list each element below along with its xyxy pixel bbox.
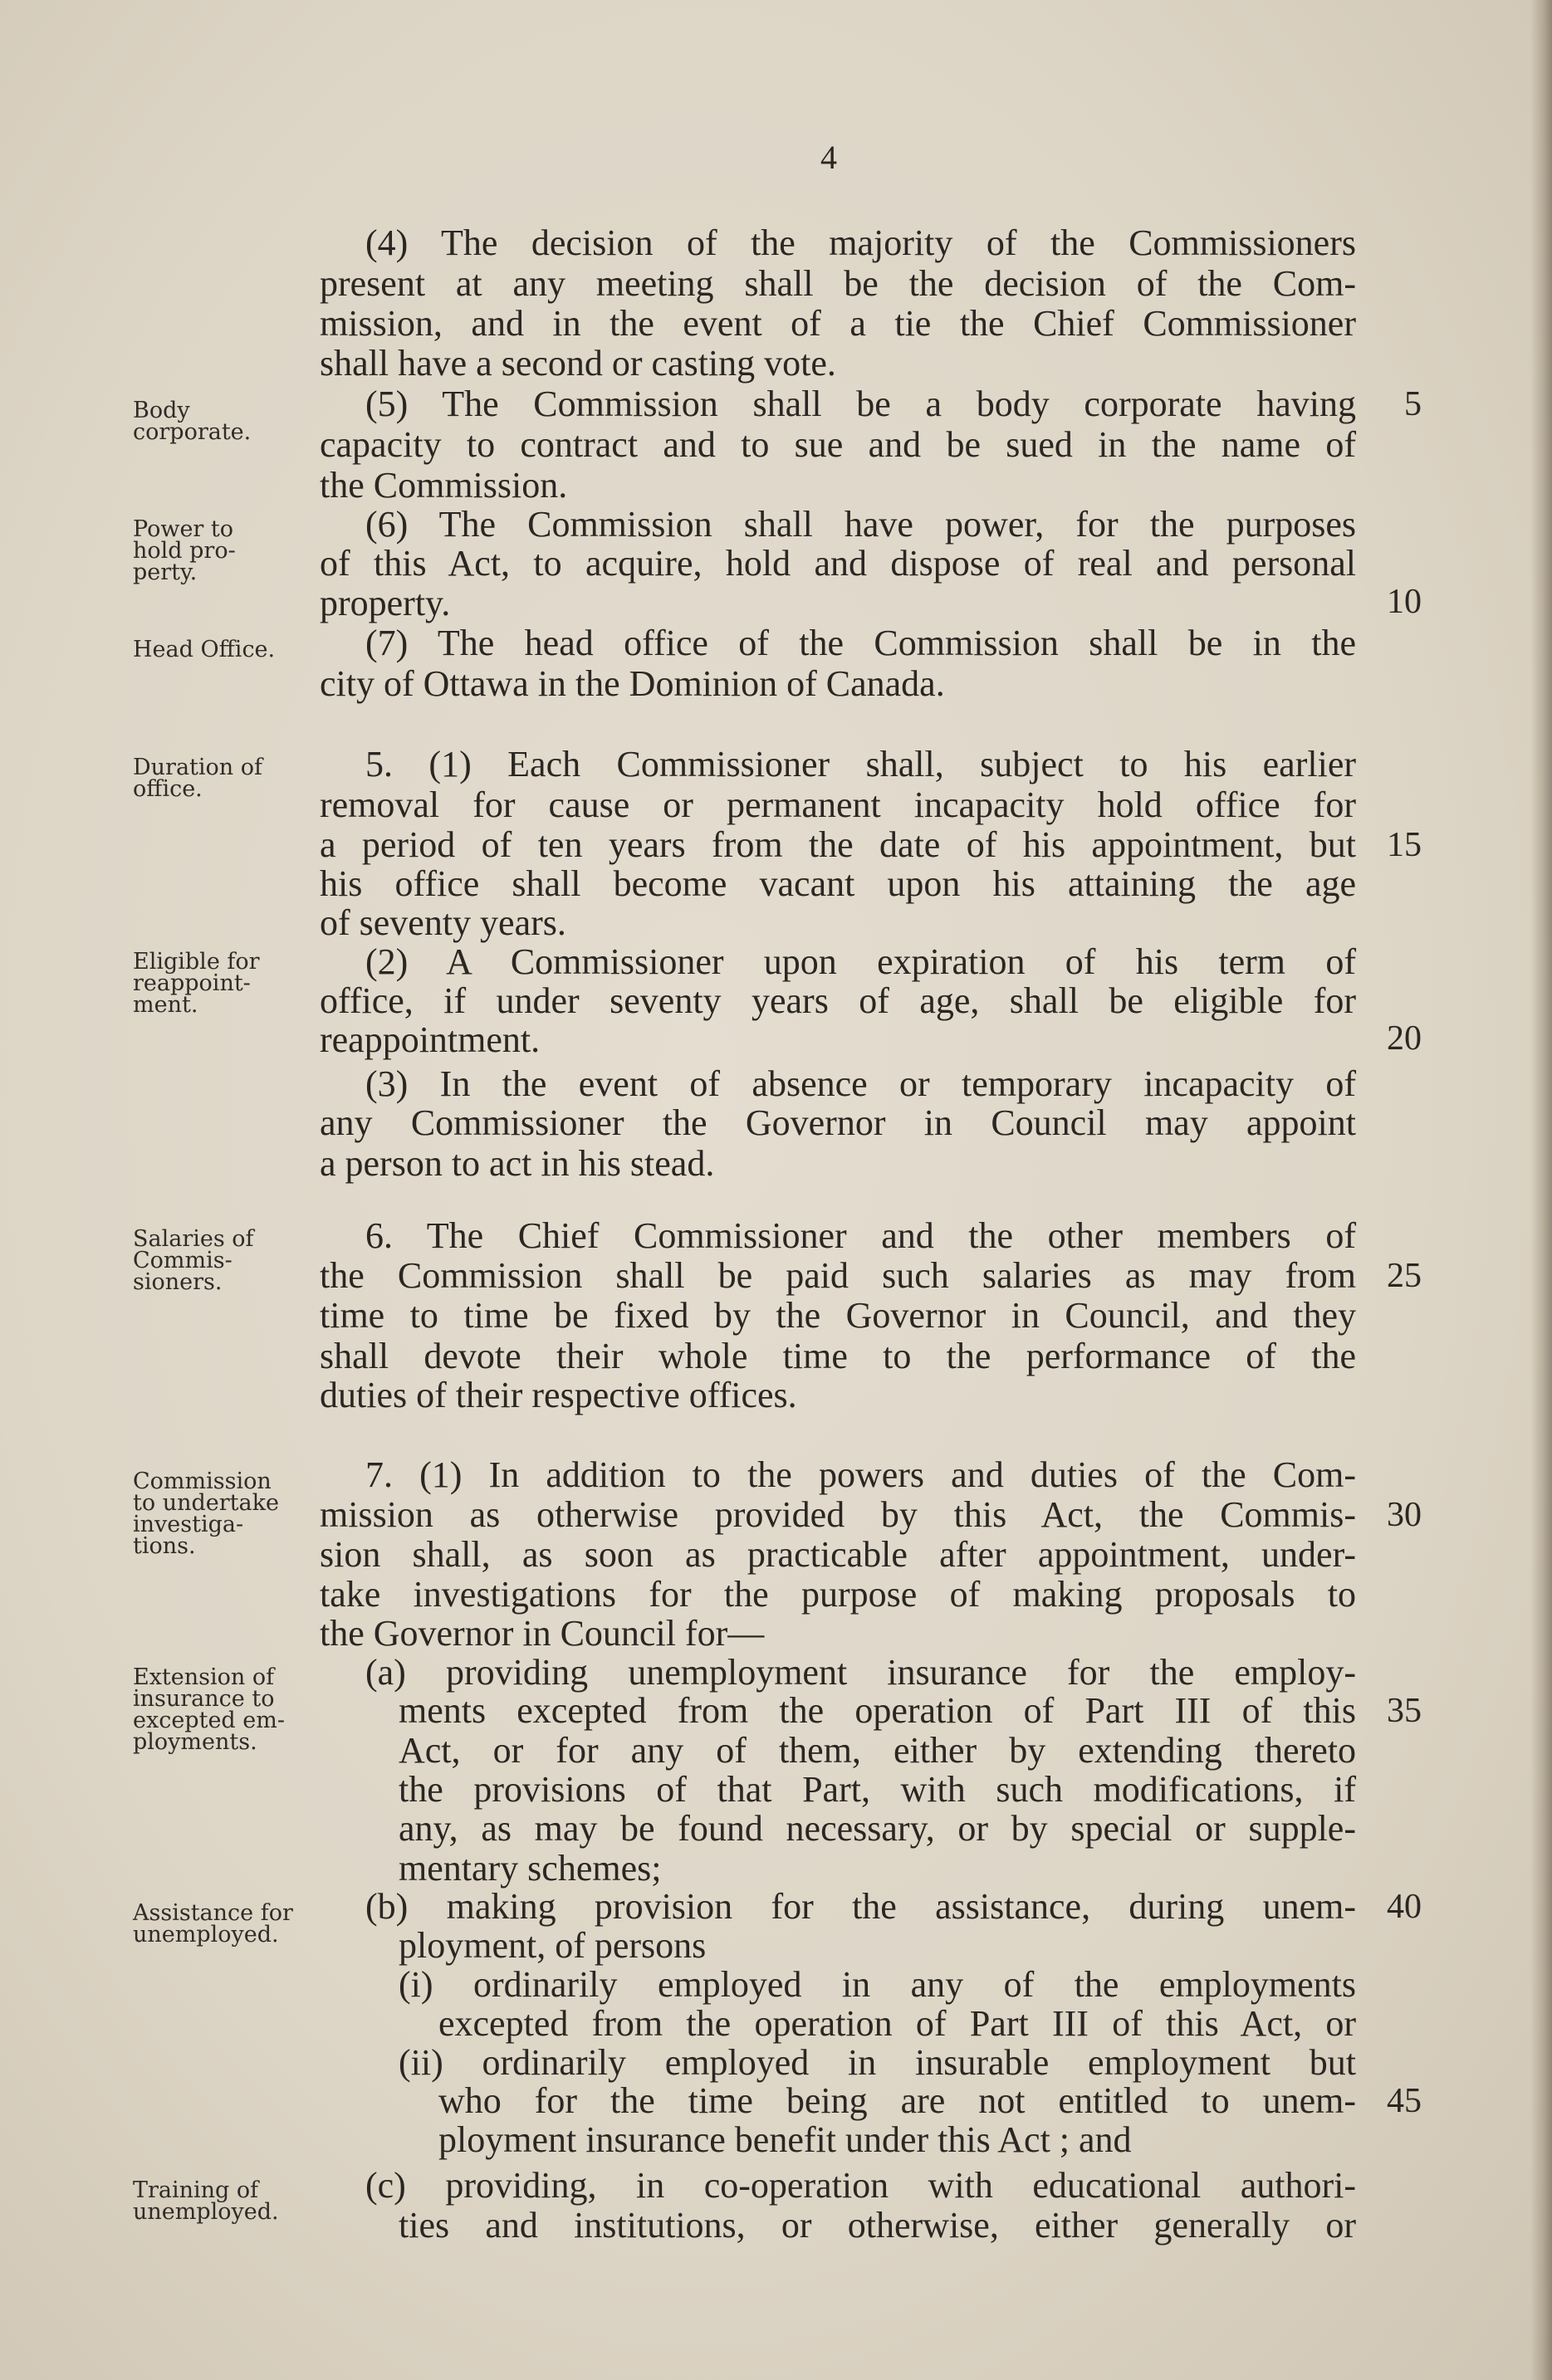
line-number: 25 [1387, 1257, 1422, 1295]
text-line: the provisions of that Part, with such modifications, if [399, 1769, 1356, 1810]
line-number: 35 [1387, 1692, 1422, 1730]
page-edge-shadow [1530, 0, 1552, 2380]
text-line: (5) The Commission shall be a body corporate having [365, 384, 1356, 424]
text-line: mission, and in the event of a tie the Chief Commissioner [320, 303, 1356, 344]
margin-note-head-office: Head Office. [133, 637, 276, 662]
text-line: property. [320, 583, 451, 623]
text-line: of seventy years. [320, 902, 566, 943]
text-line: who for the time being are not entitled to unem- [438, 2080, 1356, 2121]
text-line: (2) A Commissioner upon expiration of his term of [365, 941, 1356, 982]
margin-note-training-of-unemployed: Training of unemployed. [133, 2177, 279, 2225]
page-number: 4 [820, 139, 837, 176]
text-line: (3) In the event of absence or temporary incapacity of [365, 1063, 1356, 1104]
text-line: (7) The head office of the Commission shall be in the [365, 623, 1356, 663]
text-line: removal for cause or permanent incapacity hold office for [320, 784, 1356, 825]
line-number: 30 [1387, 1496, 1422, 1534]
text-line: office, if under seventy years of age, shall be eligible for [320, 980, 1356, 1021]
text-line: (4) The decision of the majority of the Commissioners [365, 222, 1356, 263]
text-line: the Governor in Council for— [320, 1613, 765, 1654]
text-line: of this Act, to acquire, hold and dispose of real and personal [320, 543, 1356, 584]
text-line: ments excepted from the operation of Part III of this [399, 1690, 1356, 1731]
line-number: 45 [1387, 2082, 1422, 2120]
text-line: take investigations for the purpose of making proposals to [320, 1574, 1356, 1615]
margin-note-salaries-of-commissioners: Salaries of Commis- sioners. [133, 1226, 254, 1295]
text-line: city of Ottawa in the Dominion of Canada. [320, 663, 945, 704]
text-line: ployment, of persons [399, 1925, 707, 1966]
text-line: capacity to contract and to sue and be sued in the name of [320, 424, 1356, 465]
text-line: a person to act in his stead. [320, 1143, 715, 1184]
line-number: 10 [1387, 583, 1422, 621]
margin-note-duration-of-office: Duration of office. [133, 755, 263, 802]
text-line: reappointment. [320, 1019, 541, 1060]
text-line: 6. The Chief Commissioner and the other members of [365, 1215, 1356, 1256]
text-line: (c) providing, in co-operation with educational authori- [365, 2165, 1356, 2206]
margin-note-body-corporate: Body corporate. [133, 398, 252, 445]
text-line: mentary schemes; [399, 1848, 662, 1889]
text-line: (a) providing unemployment insurance for the employ- [365, 1652, 1356, 1693]
text-line: duties of their respective offices. [320, 1375, 797, 1415]
text-line: (6) The Commission shall have power, for the purposes [365, 504, 1356, 545]
text-line: the Commission. [320, 465, 568, 506]
line-number: 20 [1387, 1019, 1422, 1058]
text-line: his office shall become vacant upon his attaining the age [320, 863, 1356, 904]
text-line: any Commissioner the Governor in Council may appoint [320, 1102, 1356, 1143]
margin-note-assistance-for-unemployed: Assistance for unemployed. [133, 1900, 293, 1947]
margin-note-commission-to-undertake-investigations: Commission to undertake investiga- tions. [133, 1469, 279, 1559]
margin-note-eligible-for-reappointment: Eligible for reappoint- ment. [133, 949, 260, 1018]
text-line: (b) making provision for the assistance, during unem- [365, 1886, 1356, 1927]
text-line: a period of ten years from the date of his appointment, but [320, 824, 1356, 865]
text-line: ties and institutions, or otherwise, either generally or [399, 2205, 1356, 2246]
text-line: excepted from the operation of Part III of this Act, or [438, 2003, 1356, 2044]
text-line: the Commission shall be paid such salaries as may from [320, 1255, 1356, 1296]
text-line: Act, or for any of them, either by extending thereto [399, 1730, 1356, 1771]
text-line: present at any meeting shall be the decision of the Com- [320, 263, 1356, 304]
text-line: time to time be fixed by the Governor in Council, and they [320, 1295, 1356, 1336]
line-number: 15 [1387, 826, 1422, 864]
text-line: any, as may be found necessary, or by special or supple- [399, 1808, 1356, 1849]
text-line: ployment insurance benefit under this Act ; and [438, 2119, 1132, 2160]
text-line: (ii) ordinarily employed in insurable employment but [399, 2042, 1356, 2083]
line-number: 5 [1404, 385, 1422, 423]
text-line: shall devote their whole time to the performance of the [320, 1336, 1356, 1376]
text-line: sion shall, as soon as practicable after appointment, under- [320, 1534, 1356, 1575]
margin-note-extension-of-insurance: Extension of insurance to excepted em- ployments. [133, 1664, 285, 1755]
text-line: shall have a second or casting vote. [320, 343, 836, 384]
text-line: (i) ordinarily employed in any of the employments [399, 1964, 1356, 2005]
line-number: 40 [1387, 1888, 1422, 1926]
text-line: mission as otherwise provided by this Act, the Commis- [320, 1494, 1356, 1535]
text-line: 5. (1) Each Commissioner shall, subject to his earlier [365, 744, 1356, 784]
margin-note-power-to-hold-property: Power to hold pro- perty. [133, 516, 236, 585]
text-line: 7. (1) In addition to the powers and duties of the Com- [365, 1454, 1356, 1495]
